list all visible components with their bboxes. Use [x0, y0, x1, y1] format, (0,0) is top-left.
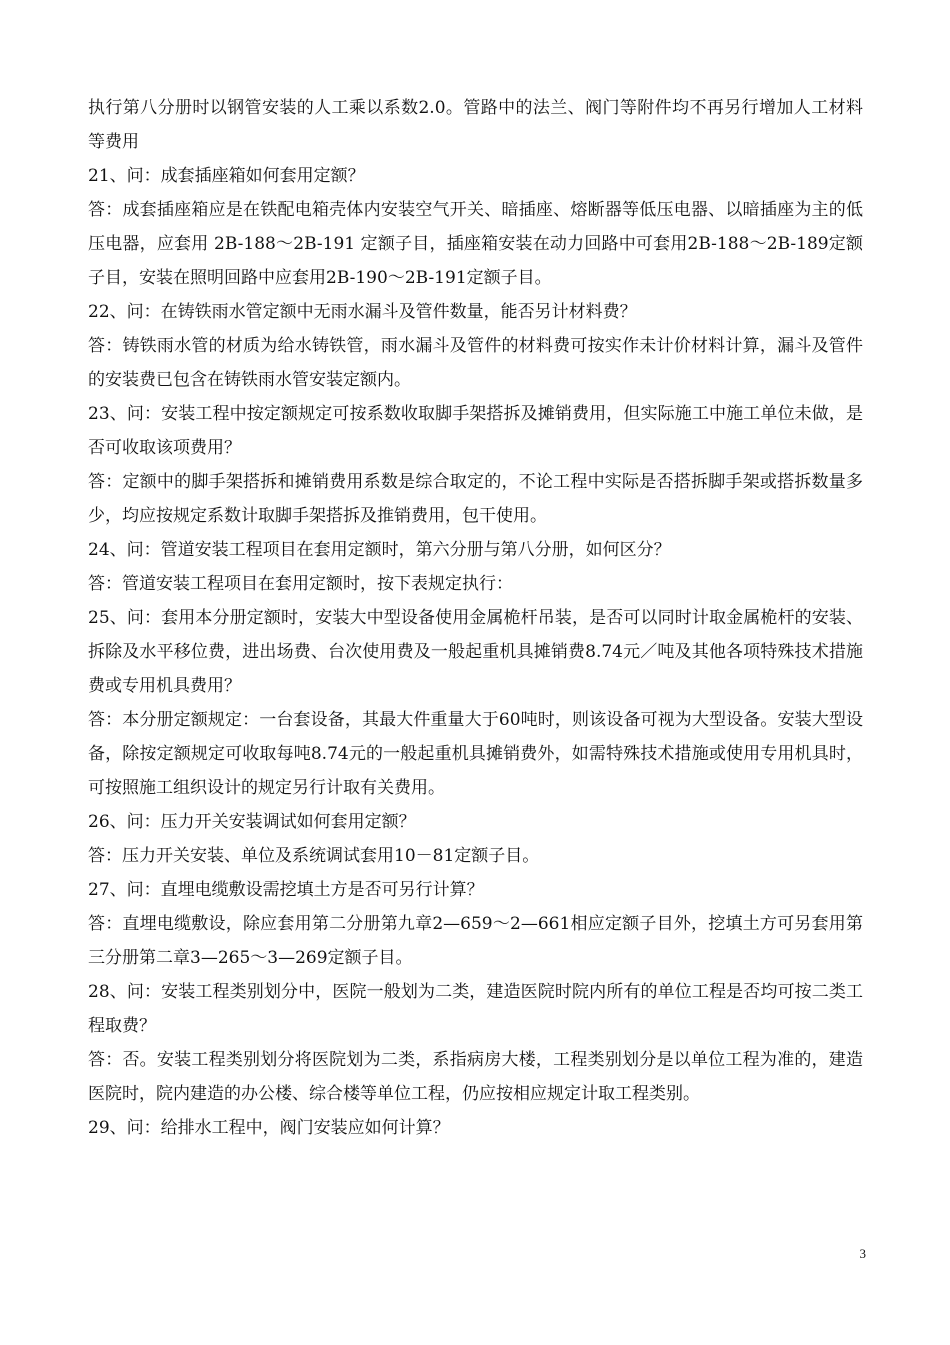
question-24: 24、问：管道安装工程项目在套用定额时，第六分册与第八分册，如何区分？ — [88, 540, 671, 560]
question-21: 21、问：成套插座箱如何套用定额？ — [88, 166, 365, 186]
answer-28: 答：否。安装工程类别划分将医院划为二类，系指病房大楼，工程类别划分是以单位工程为准的，建造医院时，院内建造的办公楼、综合楼等单位工程，仍应按相应规定计取工程类别。 — [88, 1050, 863, 1104]
answer-23: 答：定额中的脚手架搭拆和摊销费用系数是综合取定的，不论工程中实际是否搭拆脚手架或搭拆数量多少，均应按规定系数计取脚手架搭拆及推销费用，包干使用。 — [88, 472, 863, 526]
continuation-paragraph: 执行第八分册时以钢管安装的人工乘以系数2.0。管路中的法兰、阀门等附件均不再另行增加人工材料等费用 — [88, 98, 863, 152]
question-25: 25、问：套用本分册定额时，安装大中型设备使用金属桅杆吊装，是否可以同时计取金属桅杆的安装、拆除及水平移位费，进出场费、台次使用费及一般起重机具摊销费8.74元／吨及其他各项特殊技术措施费或专用机具费用？ — [88, 608, 863, 696]
answer-21: 答：成套插座箱应是在铁配电箱壳体内安装空气开关、暗插座、熔断器等低压电器、以暗插座为主的低压电器，应套用 2B-188～2B-191 定额子目，插座箱安装在动力回路中可套用2B-188～2B-189定额子目，安装在照明回路中应套用2B-190～2B-191定额子目。 — [88, 200, 863, 288]
answer-27: 答：直埋电缆敷设，除应套用第二分册第九章2—659～2—661相应定额子目外，挖填土方可另套用第三分册第二章3—265～3—269定额子目。 — [88, 914, 863, 968]
question-22: 22、问：在铸铁雨水管定额中无雨水漏斗及管件数量，能否另计材料费？ — [88, 302, 637, 322]
answer-24: 答：管道安装工程项目在套用定额时，按下表规定执行： — [88, 574, 513, 594]
answer-25: 答：本分册定额规定：一台套设备，其最大件重量大于60吨时，则该设备可视为大型设备。安装大型设备，除按定额规定可收取每吨8.74元的一般起重机具摊销费外，如需特殊技术措施或使用专用机具时，可按照施工组织设计的规定另行计取有关费用。 — [88, 710, 863, 798]
question-26: 26、问：压力开关安装调试如何套用定额？ — [88, 812, 416, 832]
question-23: 23、问：安装工程中按定额规定可按系数收取脚手架搭拆及摊销费用，但实际施工中施工单位未做，是否可收取该项费用？ — [88, 404, 863, 458]
question-27: 27、问：直埋电缆敷设需挖填土方是否可另行计算？ — [88, 880, 484, 900]
question-29: 29、问：给排水工程中，阀门安装应如何计算？ — [88, 1118, 450, 1138]
answer-26: 答：压力开关安装、单位及系统调试套用10－81定额子目。 — [88, 846, 540, 866]
page-number: 3 — [859, 1246, 866, 1261]
page-body — [88, 91, 863, 1145]
question-28: 28、问：安装工程类别划分中，医院一般划为二类，建造医院时院内所有的单位工程是否均可按二类工程取费？ — [88, 982, 863, 1036]
answer-22: 答：铸铁雨水管的材质为给水铸铁管，雨水漏斗及管件的材料费可按实作未计价材料计算，漏斗及管件的安装费已包含在铸铁雨水管安装定额内。 — [88, 336, 863, 390]
